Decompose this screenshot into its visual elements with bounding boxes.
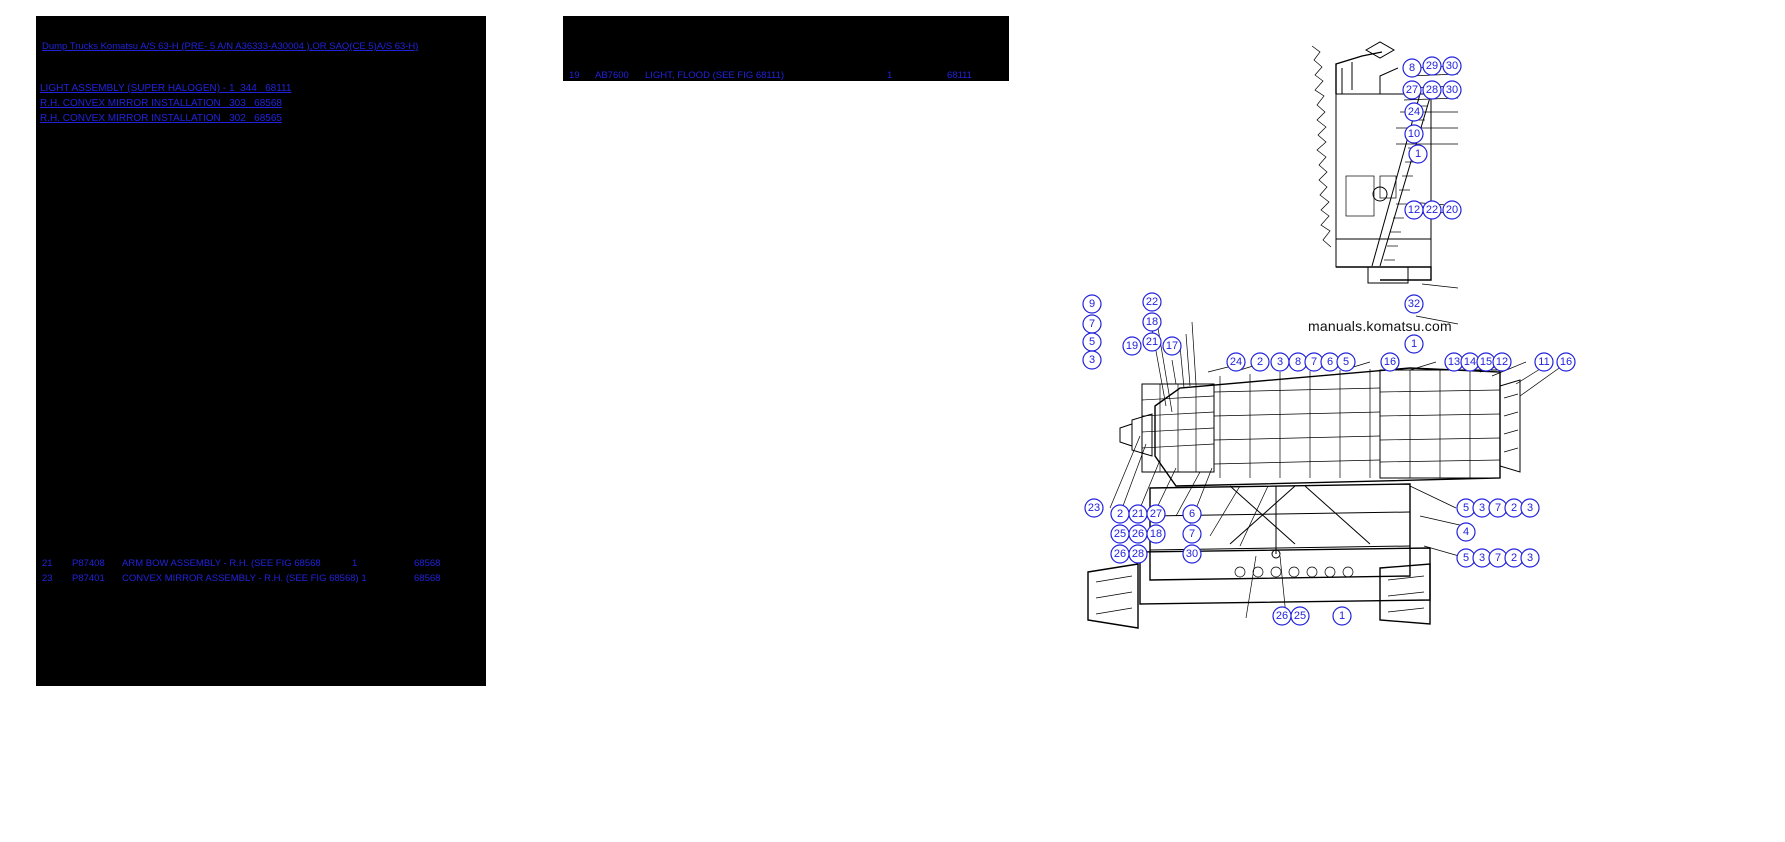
callout-8b: [1289, 353, 1307, 371]
svg-text:7: 7: [1494, 502, 1502, 514]
svg-text:5: 5: [1342, 356, 1350, 368]
svg-text:5: 5: [1462, 502, 1470, 514]
assembly-link-2-label: R.H. CONVEX MIRROR INSTALLATION: [40, 98, 221, 109]
svg-text:27: 27: [1149, 508, 1163, 520]
callout-17: [1163, 337, 1181, 355]
svg-text:3: 3: [1478, 502, 1486, 514]
svg-text:2: 2: [1256, 356, 1264, 368]
svg-text:15: 15: [1479, 356, 1493, 368]
row-qty: 1: [352, 558, 358, 569]
svg-text:10: 10: [1407, 128, 1421, 140]
svg-text:13: 13: [1447, 356, 1461, 368]
drawing-svg: [1080, 16, 1770, 676]
callout-3c: [1473, 499, 1491, 517]
svg-text:8: 8: [1408, 62, 1416, 74]
svg-text:7: 7: [1494, 552, 1502, 564]
svg-text:21: 21: [1145, 336, 1159, 348]
callout-26: [1129, 525, 1147, 543]
svg-text:30: 30: [1445, 60, 1459, 72]
callout-9: [1083, 295, 1101, 313]
row-fig: 68111: [947, 70, 973, 81]
callout-25: [1111, 525, 1129, 543]
svg-text:3: 3: [1088, 354, 1096, 366]
svg-text:24: 24: [1407, 106, 1421, 118]
callout-14: [1461, 353, 1479, 371]
callout-18b: [1147, 525, 1165, 543]
svg-text:5: 5: [1462, 552, 1470, 564]
svg-text:2: 2: [1116, 508, 1124, 520]
row-no: 19: [569, 70, 580, 81]
svg-text:30: 30: [1445, 84, 1459, 96]
assembly-link-3-page: 302: [229, 113, 246, 124]
callout-30: [1443, 57, 1461, 75]
callout-28: [1423, 81, 1441, 99]
svg-text:30: 30: [1185, 548, 1199, 560]
row-desc: LIGHT, FLOOD (SEE FIG 68111): [645, 70, 785, 81]
svg-text:21: 21: [1131, 508, 1145, 520]
svg-text:26: 26: [1131, 528, 1145, 540]
svg-text:18: 18: [1145, 316, 1159, 328]
svg-text:17: 17: [1165, 340, 1179, 352]
callout-7: [1083, 315, 1101, 333]
svg-text:3: 3: [1526, 552, 1534, 564]
svg-text:12: 12: [1407, 204, 1421, 216]
svg-text:1: 1: [1414, 148, 1422, 160]
callout-bubbles-bottom: [1273, 607, 1351, 625]
svg-text:9: 9: [1088, 298, 1096, 310]
row-desc: ARM BOW ASSEMBLY - R.H. (SEE FIG 68568: [122, 558, 321, 569]
callout-3: [1083, 351, 1101, 369]
svg-text:5: 5: [1088, 336, 1096, 348]
row-qty: 1: [887, 70, 893, 81]
svg-text:29: 29: [1425, 60, 1439, 72]
parts-list-panel-secondary: [563, 16, 1009, 81]
callout-3f: [1521, 549, 1539, 567]
row-desc: CONVEX MIRROR ASSEMBLY - R.H. (SEE FIG 68568) 1: [122, 573, 367, 584]
callout-bubbles-right: [1457, 499, 1539, 567]
callout-22: [1423, 201, 1441, 219]
callout-7c: [1183, 525, 1201, 543]
row-no: 21: [42, 558, 53, 569]
callout-2b: [1111, 505, 1129, 523]
assembly-link-1[interactable]: [40, 83, 291, 94]
svg-text:32: 32: [1407, 298, 1421, 310]
svg-text:6: 6: [1188, 508, 1196, 520]
svg-text:22: 22: [1425, 204, 1439, 216]
row-no: 23: [42, 573, 53, 584]
callout-24: [1405, 103, 1423, 121]
svg-text:16: 16: [1383, 356, 1397, 368]
row-partno: P87408: [72, 558, 105, 569]
callout-5d: [1457, 549, 1475, 567]
svg-text:18: 18: [1149, 528, 1163, 540]
svg-text:2: 2: [1510, 502, 1518, 514]
svg-text:6: 6: [1326, 356, 1334, 368]
callout-bubbles-upper: [1403, 57, 1461, 353]
assembly-link-2-fig: 68568: [254, 98, 282, 109]
callout-1: [1409, 145, 1427, 163]
callout-23: [1085, 499, 1103, 517]
callout-30c: [1183, 545, 1201, 563]
callout-28b: [1129, 545, 1147, 563]
callout-27: [1403, 81, 1421, 99]
callout-7b: [1305, 353, 1323, 371]
svg-text:26: 26: [1275, 610, 1289, 622]
callout-13: [1445, 353, 1463, 371]
callout-8: [1403, 59, 1421, 77]
svg-text:7: 7: [1088, 318, 1096, 330]
callout-26b: [1111, 545, 1129, 563]
assembly-link-3-label: R.H. CONVEX MIRROR INSTALLATION: [40, 113, 221, 124]
assembly-link-1-page: 344: [240, 83, 257, 94]
svg-text:26: 26: [1113, 548, 1127, 560]
callout-27b: [1147, 505, 1165, 523]
svg-text:7: 7: [1310, 356, 1318, 368]
svg-text:4: 4: [1462, 526, 1470, 538]
svg-text:12: 12: [1495, 356, 1509, 368]
assembly-link-2-page: 303: [229, 98, 246, 109]
callout-19: [1123, 337, 1141, 355]
callout-16b: [1557, 353, 1575, 371]
callout-6: [1321, 353, 1339, 371]
svg-text:22: 22: [1145, 296, 1159, 308]
svg-text:25: 25: [1293, 610, 1307, 622]
callout-2: [1251, 353, 1269, 371]
svg-text:27: 27: [1405, 84, 1419, 96]
svg-text:14: 14: [1463, 356, 1477, 368]
callout-15: [1477, 353, 1495, 371]
callout-32: [1405, 295, 1423, 313]
parts-list-panel: [36, 16, 486, 686]
callout-4: [1457, 523, 1475, 541]
assembly-link-2[interactable]: [40, 98, 282, 109]
callout-21: [1143, 333, 1161, 351]
svg-text:24: 24: [1229, 356, 1243, 368]
watermark: manuals.komatsu.com: [1308, 318, 1452, 334]
svg-text:8: 8: [1294, 356, 1302, 368]
svg-text:28: 28: [1425, 84, 1439, 96]
svg-text:20: 20: [1445, 204, 1459, 216]
assembly-link-3[interactable]: [40, 113, 282, 124]
callout-24b: [1227, 353, 1245, 371]
svg-text:23: 23: [1087, 502, 1101, 514]
svg-text:2: 2: [1510, 552, 1518, 564]
svg-text:19: 19: [1125, 340, 1139, 352]
technical-drawing: [1080, 16, 1770, 676]
callout-1b: [1405, 335, 1423, 353]
callout-12: [1405, 201, 1423, 219]
callout-26c: [1273, 607, 1291, 625]
callout-2d: [1505, 549, 1523, 567]
callout-18: [1143, 313, 1161, 331]
svg-text:3: 3: [1478, 552, 1486, 564]
assembly-link-1-label: LIGHT ASSEMBLY (SUPER HALOGEN) - 1: [40, 83, 235, 94]
callout-20: [1443, 201, 1461, 219]
row-partno: AB7600: [595, 70, 629, 81]
callout-5: [1083, 333, 1101, 351]
callout-5b: [1337, 353, 1355, 371]
callout-10: [1405, 125, 1423, 143]
svg-text:1: 1: [1338, 610, 1346, 622]
svg-text:3: 3: [1526, 502, 1534, 514]
callout-3d: [1521, 499, 1539, 517]
assembly-link-1-fig: 68111: [265, 83, 292, 94]
callout-3e: [1473, 549, 1491, 567]
svg-text:1: 1: [1410, 338, 1418, 350]
svg-text:7: 7: [1188, 528, 1196, 540]
callout-21b: [1129, 505, 1147, 523]
document-title: Dump Trucks Komatsu A/S 63-H (PRE- 5 A/N A36333-A30004 ),OR SAQ(CE 5)A/S 63-H): [42, 41, 419, 52]
callout-11: [1535, 353, 1553, 371]
callout-7e: [1489, 549, 1507, 567]
callout-12b: [1493, 353, 1511, 371]
callout-bubbles-lower-left: [1085, 499, 1201, 563]
callout-3b: [1271, 353, 1289, 371]
callout-bubbles-left: [1083, 293, 1181, 369]
svg-text:28: 28: [1131, 548, 1145, 560]
callout-16: [1381, 353, 1399, 371]
callout-30b: [1443, 81, 1461, 99]
callout-7d: [1489, 499, 1507, 517]
svg-text:11: 11: [1538, 356, 1550, 368]
callout-1c: [1333, 607, 1351, 625]
callout-6b: [1183, 505, 1201, 523]
assembly-link-3-fig: 68565: [254, 113, 282, 124]
callout-5c: [1457, 499, 1475, 517]
callout-29: [1423, 57, 1441, 75]
callout-25b: [1291, 607, 1309, 625]
svg-text:16: 16: [1559, 356, 1573, 368]
callout-22b: [1143, 293, 1161, 311]
row-fig: 68568: [414, 558, 441, 569]
row-partno: P87401: [72, 573, 105, 584]
row-fig: 68568: [414, 573, 441, 584]
callout-2c: [1505, 499, 1523, 517]
svg-text:3: 3: [1276, 356, 1284, 368]
svg-text:25: 25: [1113, 528, 1127, 540]
